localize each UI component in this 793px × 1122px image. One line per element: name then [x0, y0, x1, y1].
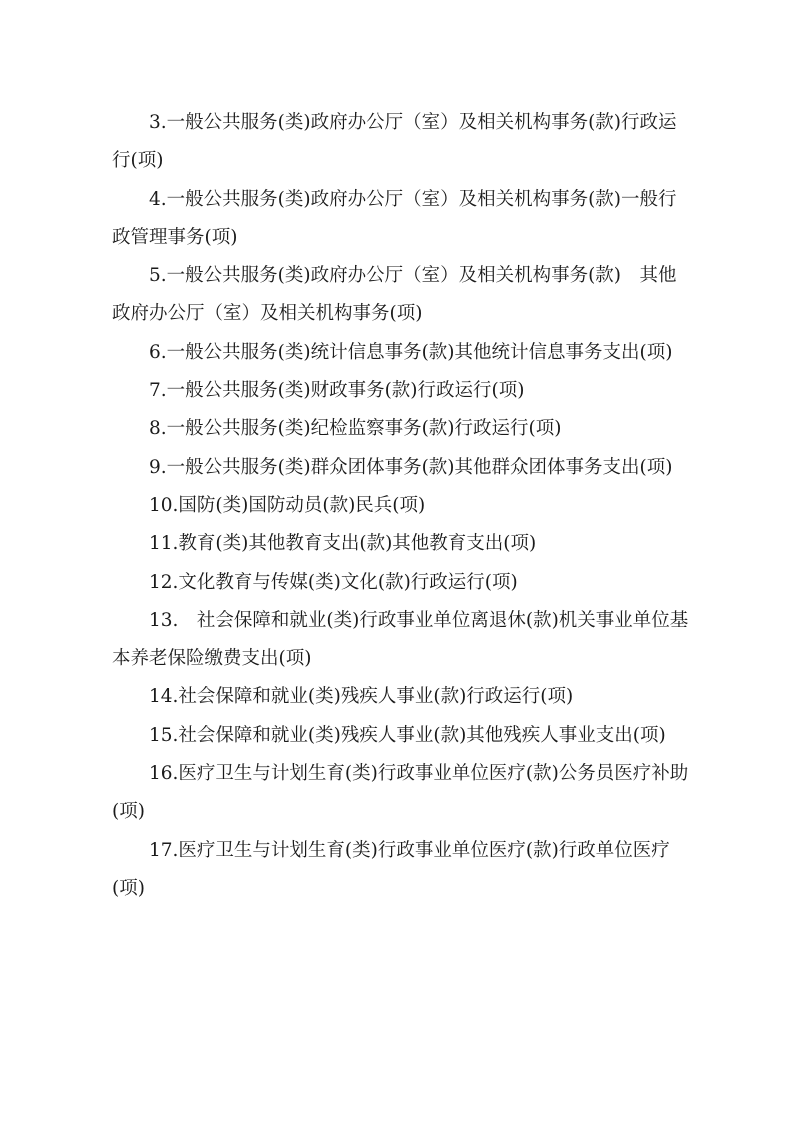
list-item: 5.一般公共服务(类)政府办公厅（室）及相关机构事务(款) 其他政府办公厅（室）及相关机构事务(项) [112, 265, 677, 325]
list-item: 13. 社会保障和就业(类)行政事业单位离退休(款)机关事业单位基本养老保险缴费支出(项) [112, 609, 689, 670]
list-item: 4.一般公共服务(类)政府办公厅（室）及相关机构事务(款)一般行政管理事务(项) [112, 188, 677, 248]
list-item: 15.社会保障和就业(类)残疾人事业(款)其他残疾人事业支出(项) [149, 724, 666, 746]
list-item: 10.国防(类)国防动员(款)民兵(项) [149, 494, 426, 516]
list-item: 17.医疗卫生与计划生育(类)行政事业单位医疗(款)行政单位医疗(项) [112, 839, 670, 899]
list-item: 12.文化教育与传媒(类)文化(款)行政运行(项) [149, 571, 518, 593]
list-item: 14.社会保障和就业(类)残疾人事业(款)行政运行(项) [149, 686, 574, 708]
list-item: 6.一般公共服务(类)统计信息事务(款)其他统计信息事务支出(项) [149, 341, 673, 363]
list-item: 8.一般公共服务(类)纪检监察事务(款)行政运行(项) [149, 418, 562, 440]
list-item: 9.一般公共服务(类)群众团体事务(款)其他群众团体事务支出(项) [149, 456, 673, 478]
list-item: 3.一般公共服务(类)政府办公厅（室）及相关机构事务(款)行政运行(项) [112, 112, 677, 172]
list-item: 11.教育(类)其他教育支出(款)其他教育支出(项) [149, 533, 537, 555]
list-item: 7.一般公共服务(类)财政事务(款)行政运行(项) [149, 380, 525, 402]
expenditure-item-list [112, 104, 692, 908]
list-item: 16.医疗卫生与计划生育(类)行政事业单位医疗(款)公务员医疗补助(项) [112, 763, 689, 823]
